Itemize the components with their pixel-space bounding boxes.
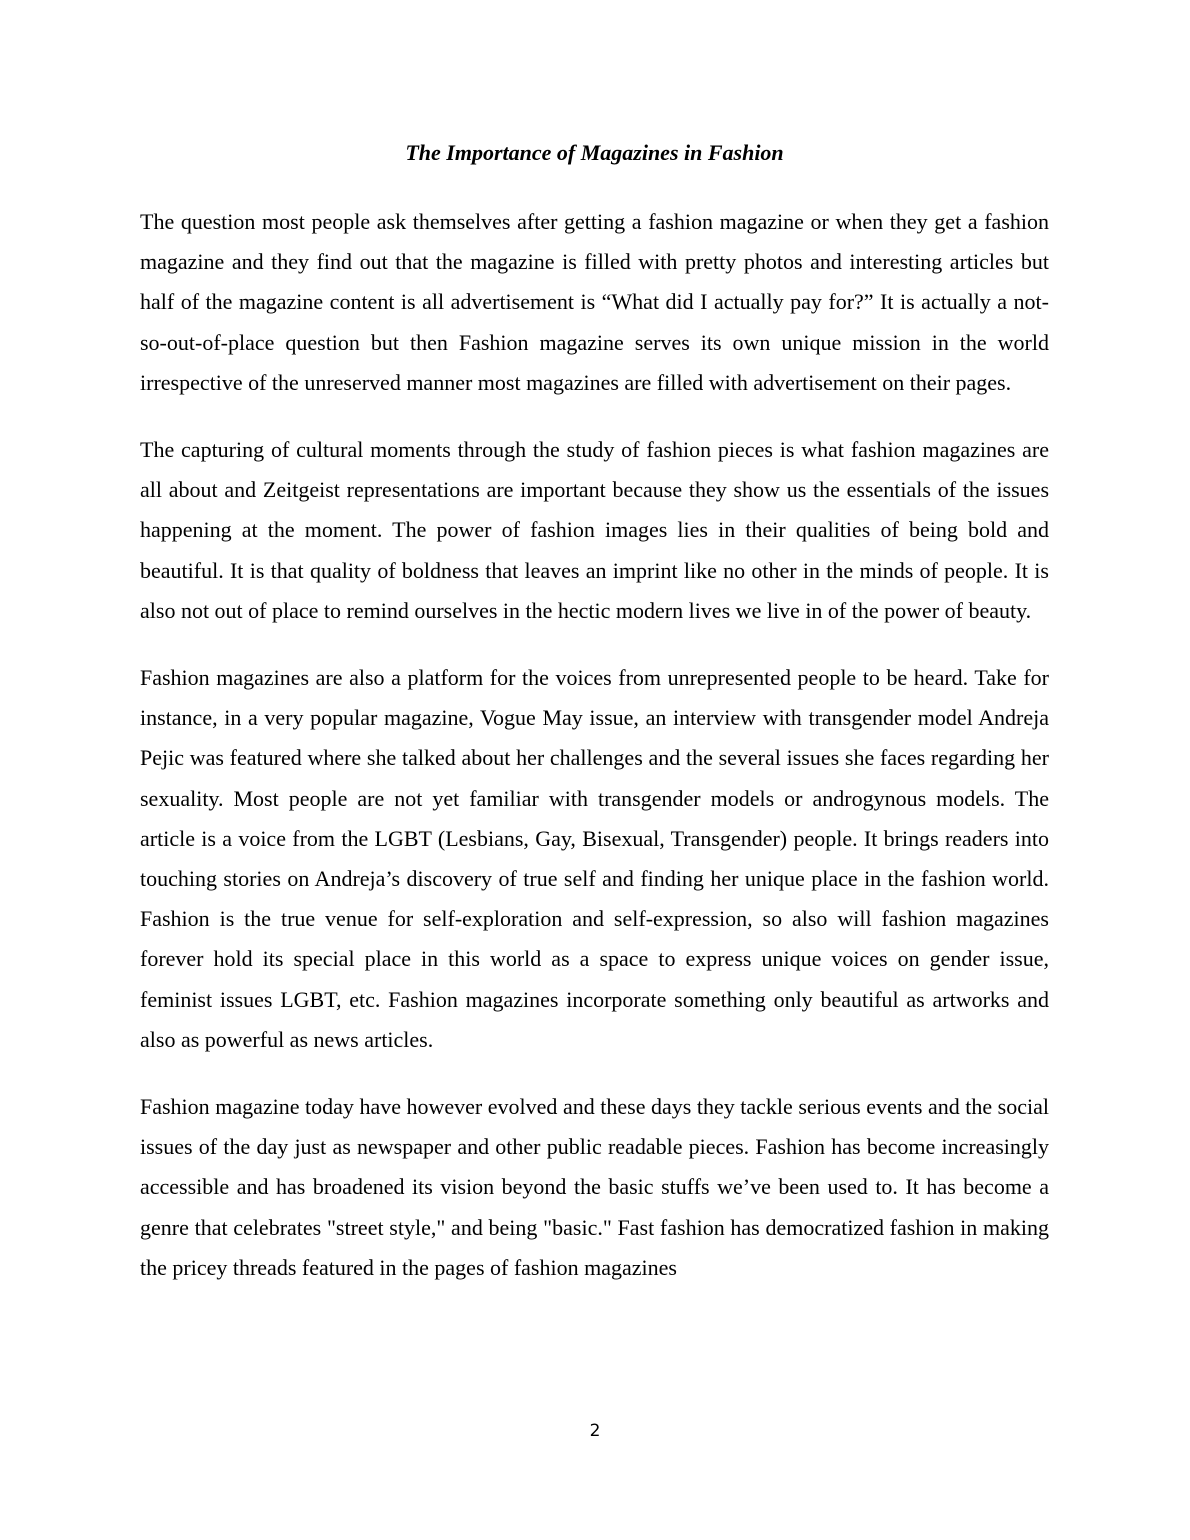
page-number: 2 (589, 1421, 601, 1441)
paragraph-3: Fashion magazines are also a platform for the voices from unrepresented people to be heard. Take for instance, in a very popular magazine, Vogue May issue, an interview with transgender model Andreja Pejic was featured where she talked about her challenges and the several issues she faces regarding her sexuality. Most people are not yet familiar with transgender models or androgynous models. The article is a voice from the LGBT (Lesbians, Gay, Bisexual, Transgender) people. It brings readers into touching stories on Andreja’s discovery of true self and finding her unique place in the fashion world. Fashion is the true venue for self-exploration and self-expression, so also will fashion magazines forever hold its special place in this world as a space to express unique voices on gender issue, feminist issues LGBT, etc. Fashion magazines incorporate something only beautiful as artworks and also as powerful as news articles. (140, 665, 1049, 1052)
paragraph-2: The capturing of cultural moments through the study of fashion pieces is what fashion magazines are all about and Zeitgeist representations are important because they show us the essentials of the issues happening at the moment. The power of fashion images lies in their qualities of being bold and beautiful. It is that quality of boldness that leaves an imprint like no other in the minds of people. It is also not out of place to remind ourselves in the hectic modern lives we live in of the power of beauty. (140, 437, 1049, 623)
paragraph-4: Fashion magazine today have however evolved and these days they tackle serious events and the social issues of the day just as newspaper and other public readable pieces. Fashion has become increasingly accessible and has broadened its vision beyond the basic stuffs we’ve been used to. It has become a genre that celebrates "street style," and being "basic." Fast fashion has democratized fashion in making the pricey threads featured in the pages of fashion magazines (140, 1094, 1049, 1280)
paragraph-1: The question most people ask themselves after getting a fashion magazine or when they get a fashion magazine and they find out that the magazine is filled with pretty photos and interesting articles but half of the magazine content is all advertisement is “What did I actually pay for?” It is actually a not-so-out-of-place question but then Fashion magazine serves its own unique mission in the world irrespective of the unreserved manner most magazines are filled with advertisement on their pages. (140, 209, 1049, 395)
document-title: The Importance of Magazines in Fashion (405, 140, 784, 165)
document-body (140, 202, 1049, 1315)
